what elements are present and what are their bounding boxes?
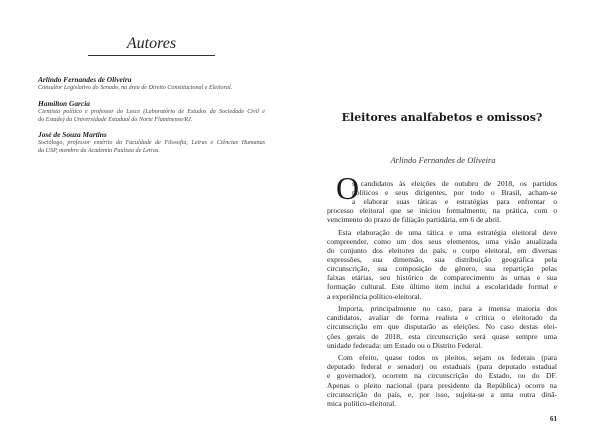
paragraph-line: e governador), ocorrem na circunscrição do Estado, ou do DF. (327, 371, 557, 381)
paragraph-line: ções gerais de 2018, esta circunscrição será quase sempre uma (327, 331, 557, 341)
article-paragraph (327, 353, 557, 408)
paragraph-line: vencimento do prazo de filiação partidária, em 6 de abril. (327, 215, 501, 225)
article-paragraph (327, 228, 557, 301)
article-paragraph (327, 179, 557, 225)
article-body (327, 179, 557, 409)
paragraph-line: Com efeito, quase todos os pleitos, sejam os federais (para (338, 353, 557, 363)
author-entry (38, 130, 265, 155)
paragraph-line: mica político-eleitoral. (327, 398, 397, 408)
paragraph-line: a elaborar suas táticas e estratégias para enfrentar o (352, 196, 557, 206)
right-page (300, 0, 600, 445)
paragraph-line: circunscrição do país, e, por isso, sujeita-se a uma outra dinâ- (327, 389, 557, 399)
paragraph-line: Apenas o pleito nacional (para presidente da República) ocorre na (327, 380, 557, 390)
drop-cap: O (336, 170, 360, 207)
paragraph-line: circunscrição em que disputarão as eleições. No caso destas elei- (327, 322, 557, 332)
author-bio-line: Cientista político e professor do Lesce (Laboratório de Estudos da Sociedade Civil e (38, 108, 265, 115)
author-name: José de Souza Martins (38, 129, 107, 139)
paragraph-line: expressões, sua dimensão, sua distribuição geográfica pela (327, 255, 557, 265)
page-number: 61 (550, 415, 557, 423)
paragraph-line: unidade federada: um Estado ou o Distrito Federal. (327, 340, 483, 350)
paragraph-line: deputado federal e senador) ou estaduais (para deputado estadual (327, 362, 557, 372)
author-name: Hamilton Garcia (38, 98, 90, 108)
article-byline: Arlindo Fernandes de Oliveira (390, 155, 496, 165)
paragraph-line: processo eleitoral que se iniciou formalmente, na prática, com o (327, 205, 557, 215)
paragraph-line: do conjunto dos eleitores do país, o corpo eleitoral, em diversas (327, 245, 557, 255)
author-entry (38, 75, 265, 92)
paragraph-line: Importa, principalmente no caso, para a imensa maioria dos (338, 304, 557, 314)
author-bio-line: Consultor Legislativo do Senado, na área de Direito Constitucional e Eleitoral. (38, 84, 233, 91)
author-name: Arlindo Fernandes de Oliveira (38, 74, 132, 84)
paragraph-line: a experiência político-eleitoral. (327, 291, 422, 301)
authors-heading: Autores (126, 35, 177, 52)
article-paragraph (327, 304, 557, 350)
heading-rule (88, 55, 215, 56)
paragraph-line: circunscrição, sua composição de gênero, sua repartição pelas (327, 264, 557, 274)
author-bio-line: do Estado) da Universidade Estadual do Norte Fluminense/RJ. (38, 116, 193, 123)
author-entry (38, 99, 265, 124)
paragraph-line: políticos e seus dirigentes, por todo o Brasil, acham-se (352, 187, 557, 197)
paragraph-line: candidatos, avaliar de forma realista e crítica o eleitorado da (327, 313, 557, 323)
author-bio-line: da USP, membro da Academia Paulista de Letras. (38, 147, 160, 154)
paragraph-line: s candidatos às eleições de outubro de 2018, os partidos (352, 178, 557, 188)
paragraph-line: compreender, como um dos seus elementos, uma visão atualizada (327, 236, 557, 246)
paragraph-line: Esta elaboração de uma tática e uma estratégia eleitoral deve (338, 227, 557, 237)
paragraph-line: faixas etárias, seu histórico de comparecimento às urnas e sua (327, 273, 557, 283)
author-bio-line: Sociólogo, professor emérito da Faculdade de Filosofia, Letras e Ciências Humanas (38, 139, 265, 146)
paragraph-line: formação cultural. Este último item inclui a escolaridade formal e (327, 282, 557, 292)
article-title: Eleitores analfabetos e omissos? (341, 111, 543, 124)
